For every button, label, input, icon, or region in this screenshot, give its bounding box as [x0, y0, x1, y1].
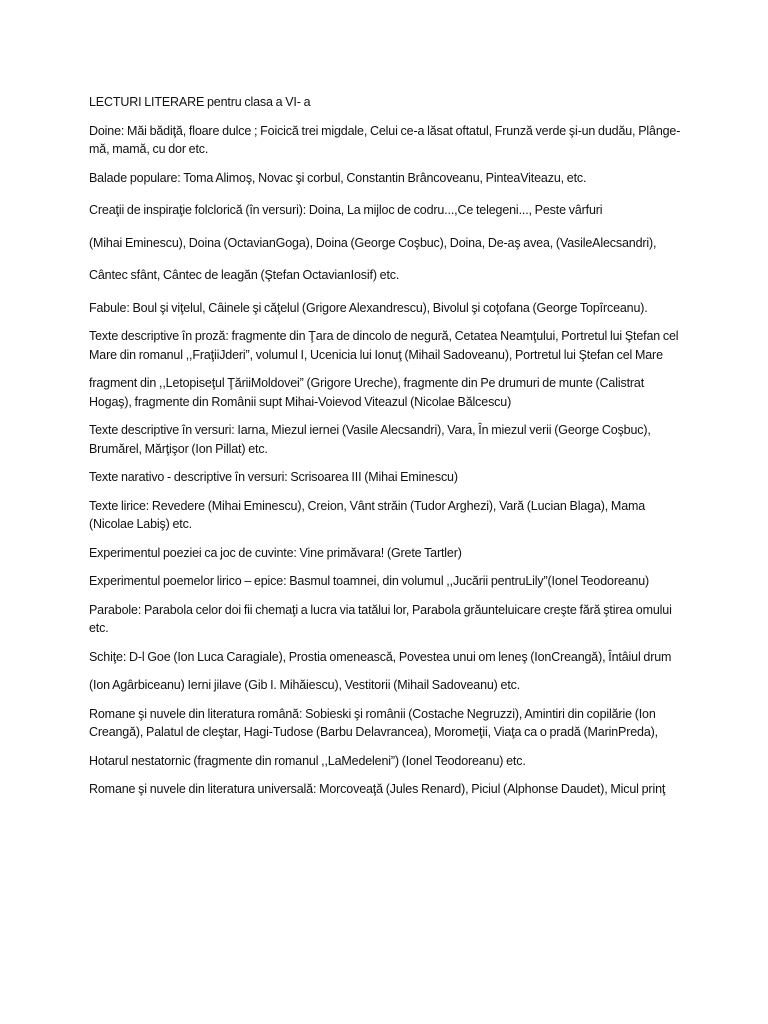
paragraph-creatii-end: Cântec sfânt, Cântec de leagăn (Ştefan OctavianIosif) etc. [89, 268, 400, 282]
document-title: LECTURI LITERARE pentru clasa a VI- a [89, 95, 311, 109]
paragraph-creatii: Creaţii de inspiraţie folclorică (în versuri): Doina, La mijloc de codru...,Ce telegeni..., Peste vârfuri [89, 203, 603, 217]
paragraph-fabule: Fabule: Boul şi viţelul, Câinele şi căţelul (Grigore Alexandrescu), Bivolul şi coţofana (George Topîrceanu). [89, 300, 648, 315]
paragraph-experiment-poezie: Experimentul poeziei ca joc de cuvinte: Vine primăvara! (Grete Tartler) [89, 545, 462, 560]
document-body [89, 93, 689, 809]
paragraph-schite: Schiţe: D-l Goe (Ion Luca Caragiale), Prostia omenească, Povestea unui om leneş (IonCreangă), Întâiul drum [89, 649, 672, 664]
paragraph-experiment-poeme: Experimentul poemelor lirico – epice: Basmul toamnei, din volumul ,,Jucării pentruLily”(Ionel Teodoreanu) [89, 574, 650, 588]
paragraph-romane-universala: Romane şi nuvele din literatura universală: Morcoveaţă (Jules Renard), Piciul (Alphonse Daudet), Micul prinţ [89, 782, 666, 796]
paragraph-balade: Balade populare: Toma Alimoş, Novac şi corbul, Constantin Brâncoveanu, PinteaViteazu, etc. [89, 170, 587, 185]
paragraph-descriptive-versuri: Texte descriptive în versuri: Iarna, Miezul iernei (Vasile Alecsandri), Vara, În miezul verii (George Coşbuc), Brumărel, Mărţişor (Ion Pillat) etc. [89, 423, 651, 456]
paragraph-hotarul: Hotarul nestatornic (fragmente din romanul ,,LaMedeleni”) (Ionel Teodoreanu) etc. [89, 753, 526, 768]
paragraph-parabole: Parabole: Parabola celor doi fii chemaţi a lucra via tatălui lor, Parabola grăunteluicare creşte fără ştirea omului etc. [89, 602, 672, 635]
paragraph-romane-romane: Romane şi nuvele din literatura română: Sobieski şi românii (Costache Negruzzi), Amintiri din copilărie (Ion Creangă), Palatul de cleştar, Hagi-Tudose (Barbu Delavrancea), Moromeţii, Viaţa ca o pradă (MarinPreda), [89, 706, 658, 739]
paragraph-narativo-descriptive: Texte narativo - descriptive în versuri: Scrisoarea III (Mihai Eminescu) [89, 470, 458, 484]
paragraph-texte-lirice: Texte lirice: Revedere (Mihai Eminescu), Creion, Vânt străin (Tudor Arghezi), Vară (Lucian Blaga), Mama (Nicolae Labiş) etc. [89, 498, 646, 531]
paragraph-descriptive-proza: Texte descriptive în proză: fragmente din Ţara de dincolo de negură, Cetatea Neamţului, Portretul lui Ştefan cel Mare din romanul ,,FraţiiJderi”, volumul I, Ucenicia lui Ionuţ (Mihail Sadoveanu), Portretul lui Ştefan cel Mare [89, 329, 679, 362]
paragraph-schite-cont: (Ion Agârbiceanu) Ierni jilave (Gib I. Mihăiescu), Vestitorii (Mihail Sadoveanu) etc. [89, 678, 521, 692]
paragraph-doine: Doine: Măi bădiţă, floare dulce ; Foicică trei migdale, Celui ce-a lăsat oftatul, Frunză verde şi-un dudău, Plânge-mă, mamă, cu dor etc. [89, 123, 681, 156]
paragraph-letopisetul: fragment din ,,Letopiseţul ŢăriiMoldovei” (Grigore Ureche), fragmente din Pe drumuri de munte (Calistrat Hogaş), fragmente din Românii supt Mihai-Voievod Viteazul (Nicolae Bălcescu) [89, 376, 645, 409]
paragraph-creatii-cont: (Mihai Eminescu), Doina (OctavianGoga), Doina (George Coşbuc), Doina, De-aş avea, (VasileAlecsandri), [89, 235, 657, 250]
